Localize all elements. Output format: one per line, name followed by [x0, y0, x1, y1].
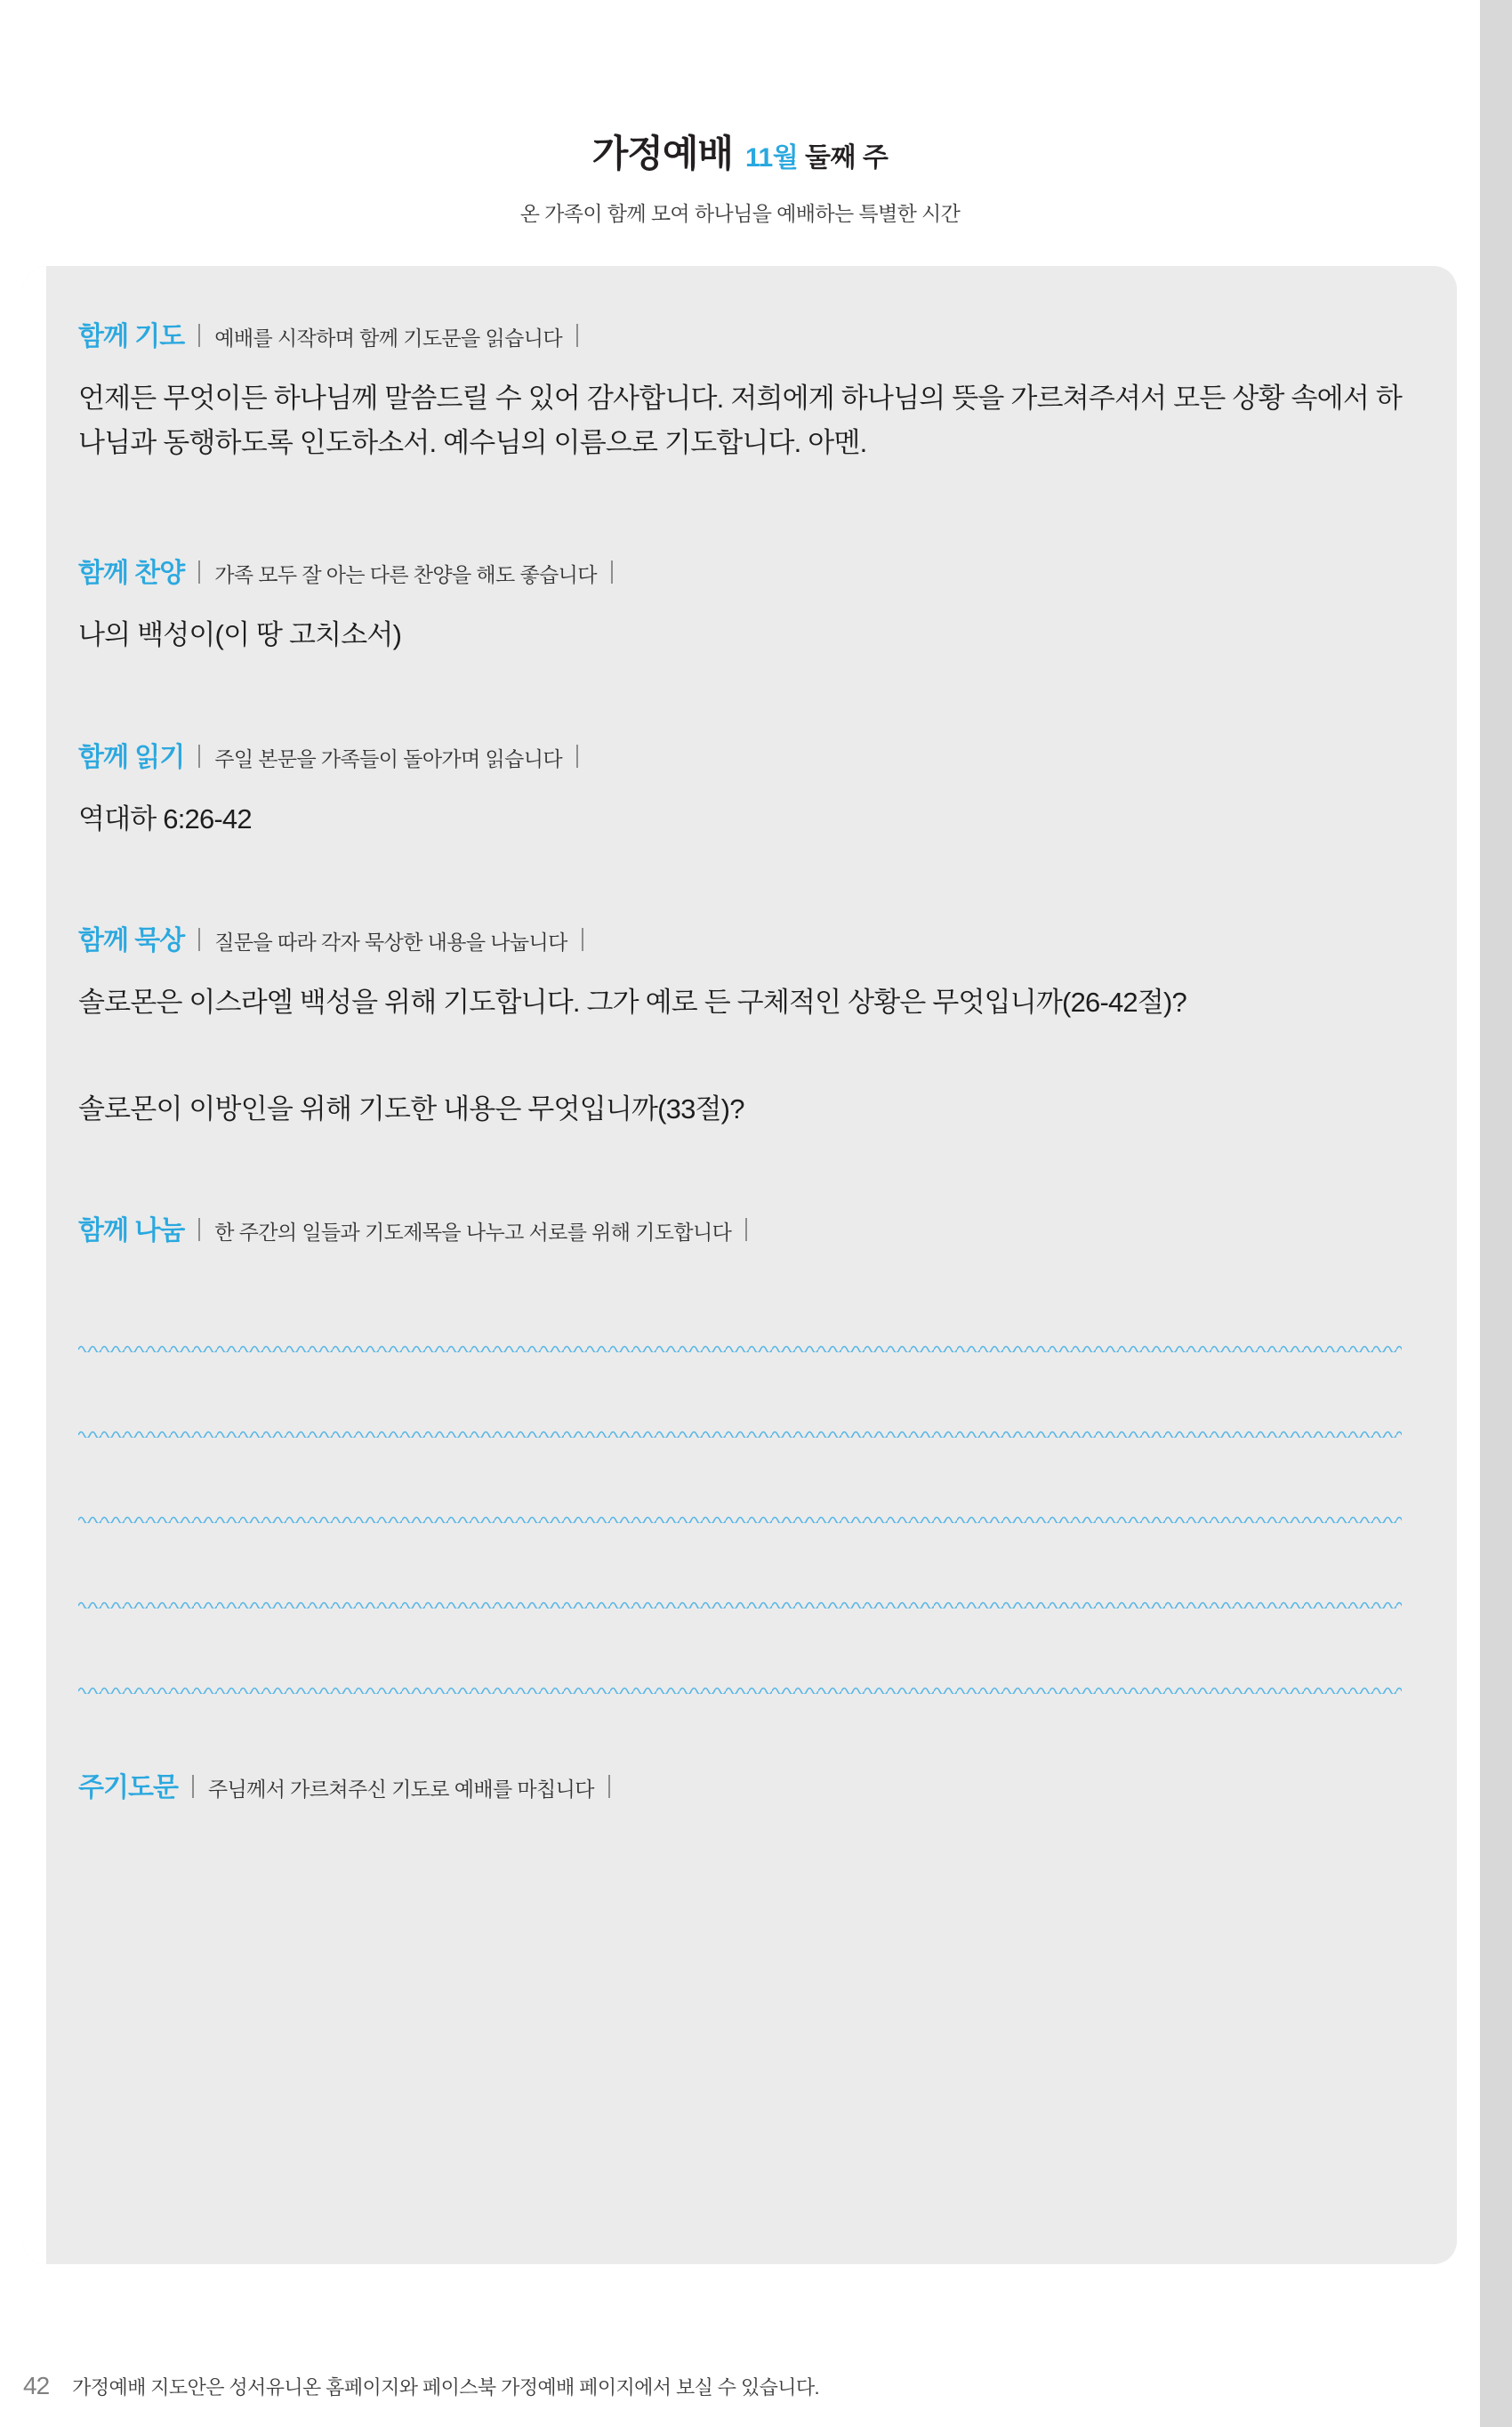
- section-heading: [78, 918, 1402, 957]
- divider-bar: [745, 1218, 747, 1241]
- section-label: 함께 나눔: [78, 1216, 185, 1246]
- section-note: 주일 본문을 가족들이 돌아가며 읽습니다: [214, 746, 562, 770]
- page-title: [0, 125, 1480, 178]
- page-edge-band: [1480, 0, 1512, 2427]
- worship-card: [23, 266, 1457, 2264]
- divider-bar: [582, 928, 583, 951]
- title-main: 가정예배: [591, 133, 733, 174]
- divider-bar: [608, 1775, 610, 1798]
- meditation-question-1: 솔로몬은 이스라엘 백성을 위해 기도합니다. 그가 예로 든 구체적인 상황은 무엇입니까(26-42절)?: [78, 986, 1186, 1018]
- section-meditate-together: [78, 918, 1402, 1132]
- section-heading: [78, 314, 1402, 353]
- section-read-together: [78, 735, 1402, 842]
- section-note: 예배를 시작하며 함께 기도문을 읽습니다: [214, 327, 562, 350]
- title-week-label: 둘째 주: [805, 143, 889, 173]
- spacer: [78, 1025, 1402, 1087]
- section-label: 주기도문: [78, 1773, 178, 1803]
- divider-bar: [611, 560, 613, 584]
- section-body: 역대하 6:26-42: [78, 802, 252, 835]
- divider-bar: [198, 324, 200, 347]
- section-heading: [78, 1765, 1402, 1804]
- meditation-question-2: 솔로몬이 이방인을 위해 기도한 내용은 무엇입니까(33절)?: [78, 1093, 744, 1125]
- divider-bar: [198, 1218, 200, 1241]
- writing-line[interactable]: [78, 1625, 1402, 1710]
- section-share-together: [78, 1208, 1402, 1710]
- section-heading: [78, 735, 1402, 774]
- spacer: [78, 658, 1402, 735]
- writing-line[interactable]: [78, 1539, 1402, 1625]
- spacer: [78, 842, 1402, 918]
- section-note: 질문을 따라 각자 묵상한 내용을 나눕니다: [214, 930, 567, 954]
- writing-line[interactable]: [78, 1283, 1402, 1368]
- divider-bar: [198, 928, 200, 951]
- spacer: [78, 1132, 1402, 1208]
- section-body: 언제든 무엇이든 하나님께 말씀드릴 수 있어 감사합니다. 저희에게 하나님의 뜻을 가르쳐주셔서 모든 상황 속에서 하나님과 동행하도록 인도하소서. 예수님의 이름으로 기도합니다. 아멘.: [78, 383, 1402, 459]
- divider-bar: [198, 560, 200, 584]
- writing-lines[interactable]: [78, 1283, 1402, 1710]
- page-footer: [23, 2372, 1457, 2400]
- section-label: 함께 찬양: [78, 559, 185, 589]
- divider-bar: [192, 1775, 194, 1798]
- spacer: [78, 465, 1402, 551]
- section-lords-prayer: [78, 1765, 1402, 1804]
- section-heading: [78, 1208, 1402, 1247]
- title-month: 11월: [744, 143, 799, 173]
- section-note: 주님께서 가르쳐주신 기도로 예배를 마칩니다: [207, 1778, 594, 1802]
- divider-bar: [576, 324, 578, 347]
- footer-note: 가정예배 지도안은 성서유니온 홈페이지와 페이스북 가정예배 페이지에서 보실 수 있습니다.: [72, 2376, 820, 2399]
- spacer: [78, 1710, 1402, 1765]
- section-praise-together: [78, 551, 1402, 657]
- writing-line[interactable]: [78, 1368, 1402, 1454]
- section-note: 가족 모두 잘 아는 다른 찬양을 해도 좋습니다: [214, 563, 597, 587]
- divider-bar: [198, 745, 200, 768]
- page-subtitle: 온 가족이 함께 모여 하나님을 예배하는 특별한 시간: [519, 202, 961, 225]
- page-number: 42: [23, 2372, 50, 2399]
- section-body: 나의 백성이(이 땅 고치소서): [78, 619, 402, 651]
- section-heading: [78, 551, 1402, 590]
- section-label: 함께 묵상: [78, 925, 185, 955]
- page-header: [0, 0, 1480, 227]
- section-label: 함께 기도: [78, 322, 185, 351]
- section-label: 함께 읽기: [78, 742, 185, 772]
- writing-line[interactable]: [78, 1454, 1402, 1539]
- divider-bar: [576, 745, 578, 768]
- section-pray-together: [78, 314, 1402, 465]
- title-week: [745, 135, 888, 174]
- section-note: 한 주간의 일들과 기도제목을 나누고 서로를 위해 기도합니다: [214, 1221, 732, 1245]
